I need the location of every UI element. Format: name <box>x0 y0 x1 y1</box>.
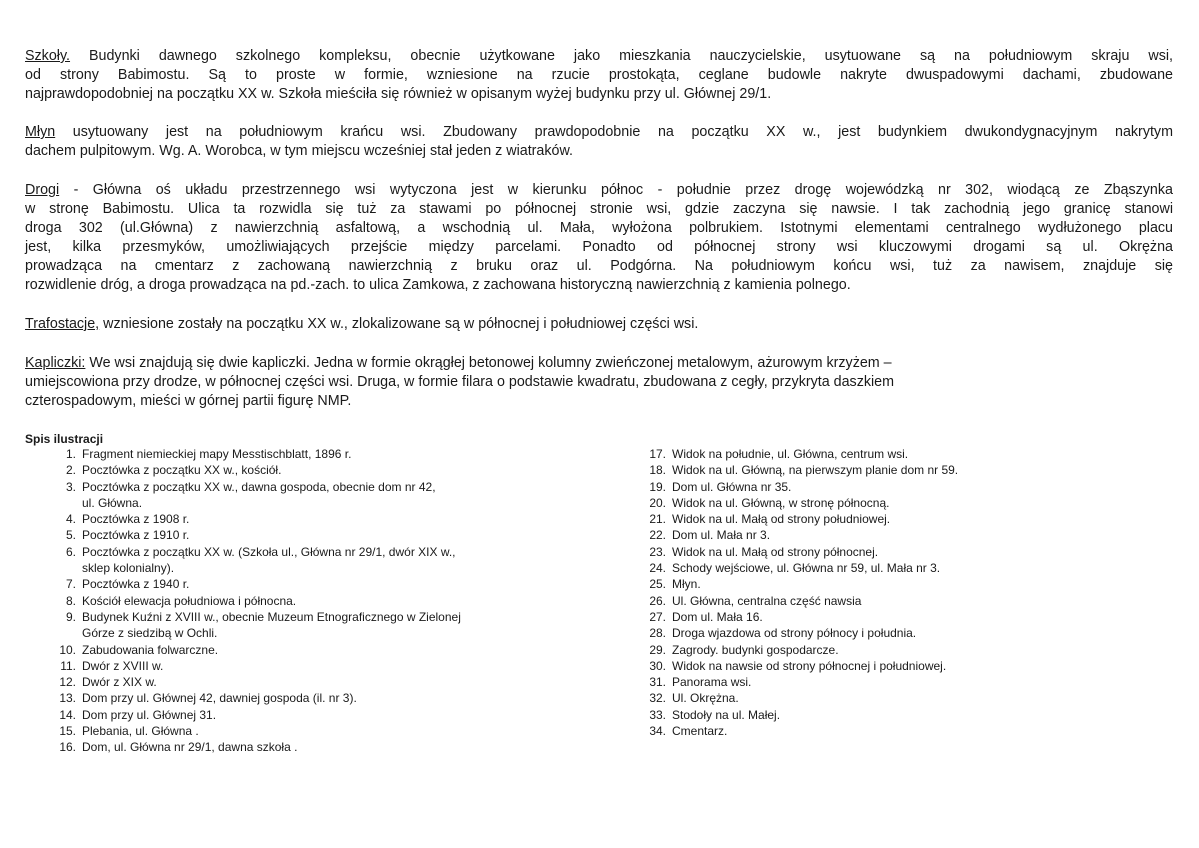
list-item <box>46 723 632 739</box>
text-line: droga 302 (ul.Główna) z nawierzchnią asfaltową, a wschodnią ul. Mała, wyłożona polbrukiem. Istotnymi elementami centralnego wydłużonego placu <box>25 220 1173 236</box>
list-item-text: Zabudowania folwarczne. <box>82 642 219 657</box>
list-item-text: Panorama wsi. <box>672 675 752 690</box>
list-item-number: 30. <box>649 658 666 673</box>
heading-trafostacje: Trafostacje, <box>25 316 100 332</box>
text-line: Budynki dawnego szkolnego kompleksu, obecnie użytkowane jako mieszkania nauczycielskie, usytuowane są na południowym skraju wsi, <box>70 48 1173 64</box>
list-item-number: 1. <box>65 447 76 461</box>
text-line: We wsi znajdują się dwie kapliczki. Jedna w formie okrągłej betonowej kolumny zwieńczonej metalowym, ażurowym krzyżem – <box>85 355 892 371</box>
list-item <box>46 576 632 592</box>
list-item <box>46 527 632 543</box>
list-item-text: Pocztówka z 1910 r. <box>82 528 190 543</box>
illustrations-list-right <box>636 446 958 739</box>
paragraph-szkoly <box>25 47 1173 104</box>
list-item <box>46 593 632 609</box>
text-line: od strony Babimostu. Są to proste w formie, wzniesione na rzucie prostokąta, ceglane budowle nakryte dwuspadowymi dachami, zbudowane <box>25 67 1173 83</box>
list-item-text: Widok na południe, ul. Główna, centrum wsi. <box>672 447 909 461</box>
list-item-text: Widok na nawsie od strony północnej i południowej. <box>672 658 947 673</box>
heading-szkoly: Szkoły. <box>25 48 71 64</box>
list-item-text: Plebania, ul. Główna . <box>82 724 199 739</box>
list-item-number: 3. <box>65 479 76 494</box>
list-item-number: 14. <box>59 707 76 722</box>
list-item <box>636 495 958 511</box>
list-item-text: Widok na ul. Główną, w stronę północną. <box>672 495 890 510</box>
list-item-number: 18. <box>649 463 666 478</box>
list-item <box>46 609 632 642</box>
text-line: usytuowany jest na południowym krańcu wsi. Zbudowany prawdopodobnie na początku XX w., jest budynkiem dwukondygnacyjnym nakrytym <box>55 124 1173 140</box>
list-item-number: 25. <box>649 577 666 592</box>
list-item <box>636 479 958 495</box>
paragraph-drogi <box>25 181 1173 295</box>
list-item-number: 33. <box>649 707 666 722</box>
text-line: wzniesione zostały na początku XX w., zlokalizowane są w północnej i południowej części wsi. <box>99 316 699 332</box>
list-item-number: 9. <box>65 609 76 624</box>
list-item-number: 29. <box>649 642 666 657</box>
list-item-text: Zagrody. budynki gospodarcze. <box>672 642 839 657</box>
list-item <box>636 658 958 674</box>
list-item-number: 6. <box>65 544 76 559</box>
paragraph-kapliczki <box>25 354 1173 411</box>
list-item-number: 31. <box>649 675 666 690</box>
list-item-text: Ul. Okrężna. <box>672 691 739 706</box>
list-item-text: Dom przy ul. Głównej 42, dawniej gospoda (il. nr 3). <box>82 691 357 706</box>
list-item-text: Pocztówka z początku XX w., dawna gospoda, obecnie dom nr 42, <box>82 479 436 494</box>
text-line: czterospadowym, mieści w górnej partii figurę NMP. <box>25 393 352 409</box>
list-item-text: Dom ul. Mała 16. <box>672 609 763 624</box>
list-item-text: Pocztówka z 1908 r. <box>82 512 190 527</box>
list-item <box>636 560 958 576</box>
list-item <box>46 690 632 706</box>
list-item-text: Dom, ul. Główna nr 29/1, dawna szkoła . <box>82 740 298 755</box>
list-item-number: 2. <box>65 463 76 478</box>
list-item-text-continued: Górze z siedzibą w Ochli. <box>82 626 218 641</box>
list-item-text: Pocztówka z 1940 r. <box>82 577 190 592</box>
list-item <box>46 479 632 512</box>
list-item-number: 19. <box>649 479 666 494</box>
list-item-number: 28. <box>649 626 666 641</box>
list-item-text: Kościół elewacja południowa i północna. <box>82 593 297 608</box>
list-item-number: 16. <box>59 740 76 755</box>
list-item-number: 17. <box>649 447 666 461</box>
list-item-text: Widok na ul. Małą od strony północnej. <box>672 544 879 559</box>
list-item-text: Fragment niemieckiej mapy Messtischblatt, 1896 r. <box>82 447 352 461</box>
list-item <box>46 707 632 723</box>
list-item-number: 4. <box>65 512 76 527</box>
list-item-text: Schody wejściowe, ul. Główna nr 59, ul. Mała nr 3. <box>672 561 941 576</box>
text-line: w stronę Babimostu. Ulica ta rozwidla się tuż za stawami po północnej stronie wsi, gdzie zaczyna się nawsie. I tak zachodnią jego granicę stanowi <box>25 201 1173 217</box>
list-item-number: 26. <box>649 593 666 608</box>
list-item-number: 7. <box>65 577 76 592</box>
list-item <box>46 511 632 527</box>
list-item-text: Dom ul. Mała nr 3. <box>672 528 771 543</box>
list-item-number: 27. <box>649 609 666 624</box>
list-item-text: Dom ul. Główna nr 35. <box>672 479 792 494</box>
list-item <box>46 446 632 462</box>
text-line: dachem pulpitowym. Wg. A. Worobca, w tym miejscu wcześniej stał jeden z wiatraków. <box>25 143 573 159</box>
illustrations-list-left <box>46 446 632 756</box>
list-item-number: 8. <box>65 593 76 608</box>
list-item-text-continued: ul. Główna. <box>82 495 143 510</box>
list-item <box>636 527 958 543</box>
list-item-number: 22. <box>649 528 666 543</box>
list-item-text: Ul. Główna, centralna część nawsia <box>672 593 862 608</box>
list-item-number: 15. <box>59 724 76 739</box>
list-item <box>636 462 958 478</box>
list-item-number: 24. <box>649 561 666 576</box>
list-item-text: Droga wjazdowa od strony północy i południa. <box>672 626 917 641</box>
list-item <box>46 462 632 478</box>
list-item-text: Dwór z XVIII w. <box>82 658 164 673</box>
list-item <box>636 576 958 592</box>
list-item-number: 32. <box>649 691 666 706</box>
heading-mlyn: Młyn <box>25 124 56 140</box>
text-line: prowadząca na cmentarz z zachowaną nawierzchnią z bruku oraz ul. Podgórna. Na południowym końcu wsi, tuż za nawisem, znajduje się <box>25 258 1173 274</box>
heading-kapliczki: Kapliczki: <box>25 355 86 371</box>
list-item <box>636 723 958 739</box>
list-item <box>636 707 958 723</box>
list-item-text: Cmentarz. <box>672 724 728 739</box>
list-item-number: 20. <box>649 495 666 510</box>
text-line: umiejscowiona przy drodze, w północnej części wsi. Druga, w formie filara o podstawie kwadratu, zbudowana z cegły, przykryta daszkiem <box>25 374 895 390</box>
list-title: Spis ilustracji <box>25 432 104 446</box>
list-item <box>636 690 958 706</box>
list-item <box>636 446 958 462</box>
list-item-text: Stodoły na ul. Małej. <box>672 707 781 722</box>
list-item <box>46 739 632 755</box>
list-item-text: Młyn. <box>672 577 701 592</box>
list-item-text: Pocztówka z początku XX w., kościół. <box>82 463 282 478</box>
list-item-text: Widok na ul. Główną, na pierwszym planie dom nr 59. <box>672 463 959 478</box>
list-item <box>636 609 958 625</box>
list-item-number: 12. <box>59 675 76 690</box>
list-item-text-continued: sklep kolonialny). <box>82 561 175 576</box>
list-item <box>636 511 958 527</box>
text-line: rozwidlenie dróg, a droga prowadząca na pd.-zach. to ulica Zamkowa, z zachowana historyczną nawierzchnią z kamienia polnego. <box>25 277 851 293</box>
list-item <box>46 642 632 658</box>
list-item-text: Dom przy ul. Głównej 31. <box>82 707 217 722</box>
list-item-text: Pocztówka z początku XX w. (Szkoła ul., Główna nr 29/1, dwór XIX w., <box>82 544 456 559</box>
list-item-text: Widok na ul. Małą od strony południowej. <box>672 512 891 527</box>
text-line: jest, kilka przesmyków, umożliwiających przejście między parcelami. Ponadto od północnej strony wsi kluczowymi drogami są ul. Okrężna <box>25 239 1173 255</box>
list-item <box>636 625 958 641</box>
list-item-number: 5. <box>65 528 76 543</box>
list-item-number: 21. <box>649 512 666 527</box>
list-item <box>46 658 632 674</box>
list-item <box>46 674 632 690</box>
list-item-text: Dwór z XIX w. <box>82 675 157 690</box>
list-item <box>636 544 958 560</box>
list-item <box>46 544 632 577</box>
list-item <box>636 593 958 609</box>
list-item-number: 34. <box>649 724 666 739</box>
text-line: - Główna oś układu przestrzennego wsi wytyczona jest w kierunku północ - południe przez drogę wojewódzką nr 302, wiodącą ze Zbąszynka <box>59 182 1173 198</box>
list-item-number: 23. <box>649 544 666 559</box>
list-item-number: 10. <box>59 642 76 657</box>
list-item <box>636 642 958 658</box>
list-item-number: 11. <box>60 658 76 673</box>
paragraph-mlyn <box>25 123 1173 161</box>
list-item-number: 13. <box>59 691 76 706</box>
paragraph-trafostacje <box>25 315 1173 334</box>
text-line: najprawdopodobniej na początku XX w. Szkoła mieściła się również w opisanym wyżej budynku przy ul. Głównej 29/1. <box>25 86 772 102</box>
list-item <box>636 674 958 690</box>
list-item-text: Budynek Kuźni z XVIII w., obecnie Muzeum Etnograficznego w Zielonej <box>82 609 461 624</box>
heading-drogi: Drogi <box>25 182 60 198</box>
